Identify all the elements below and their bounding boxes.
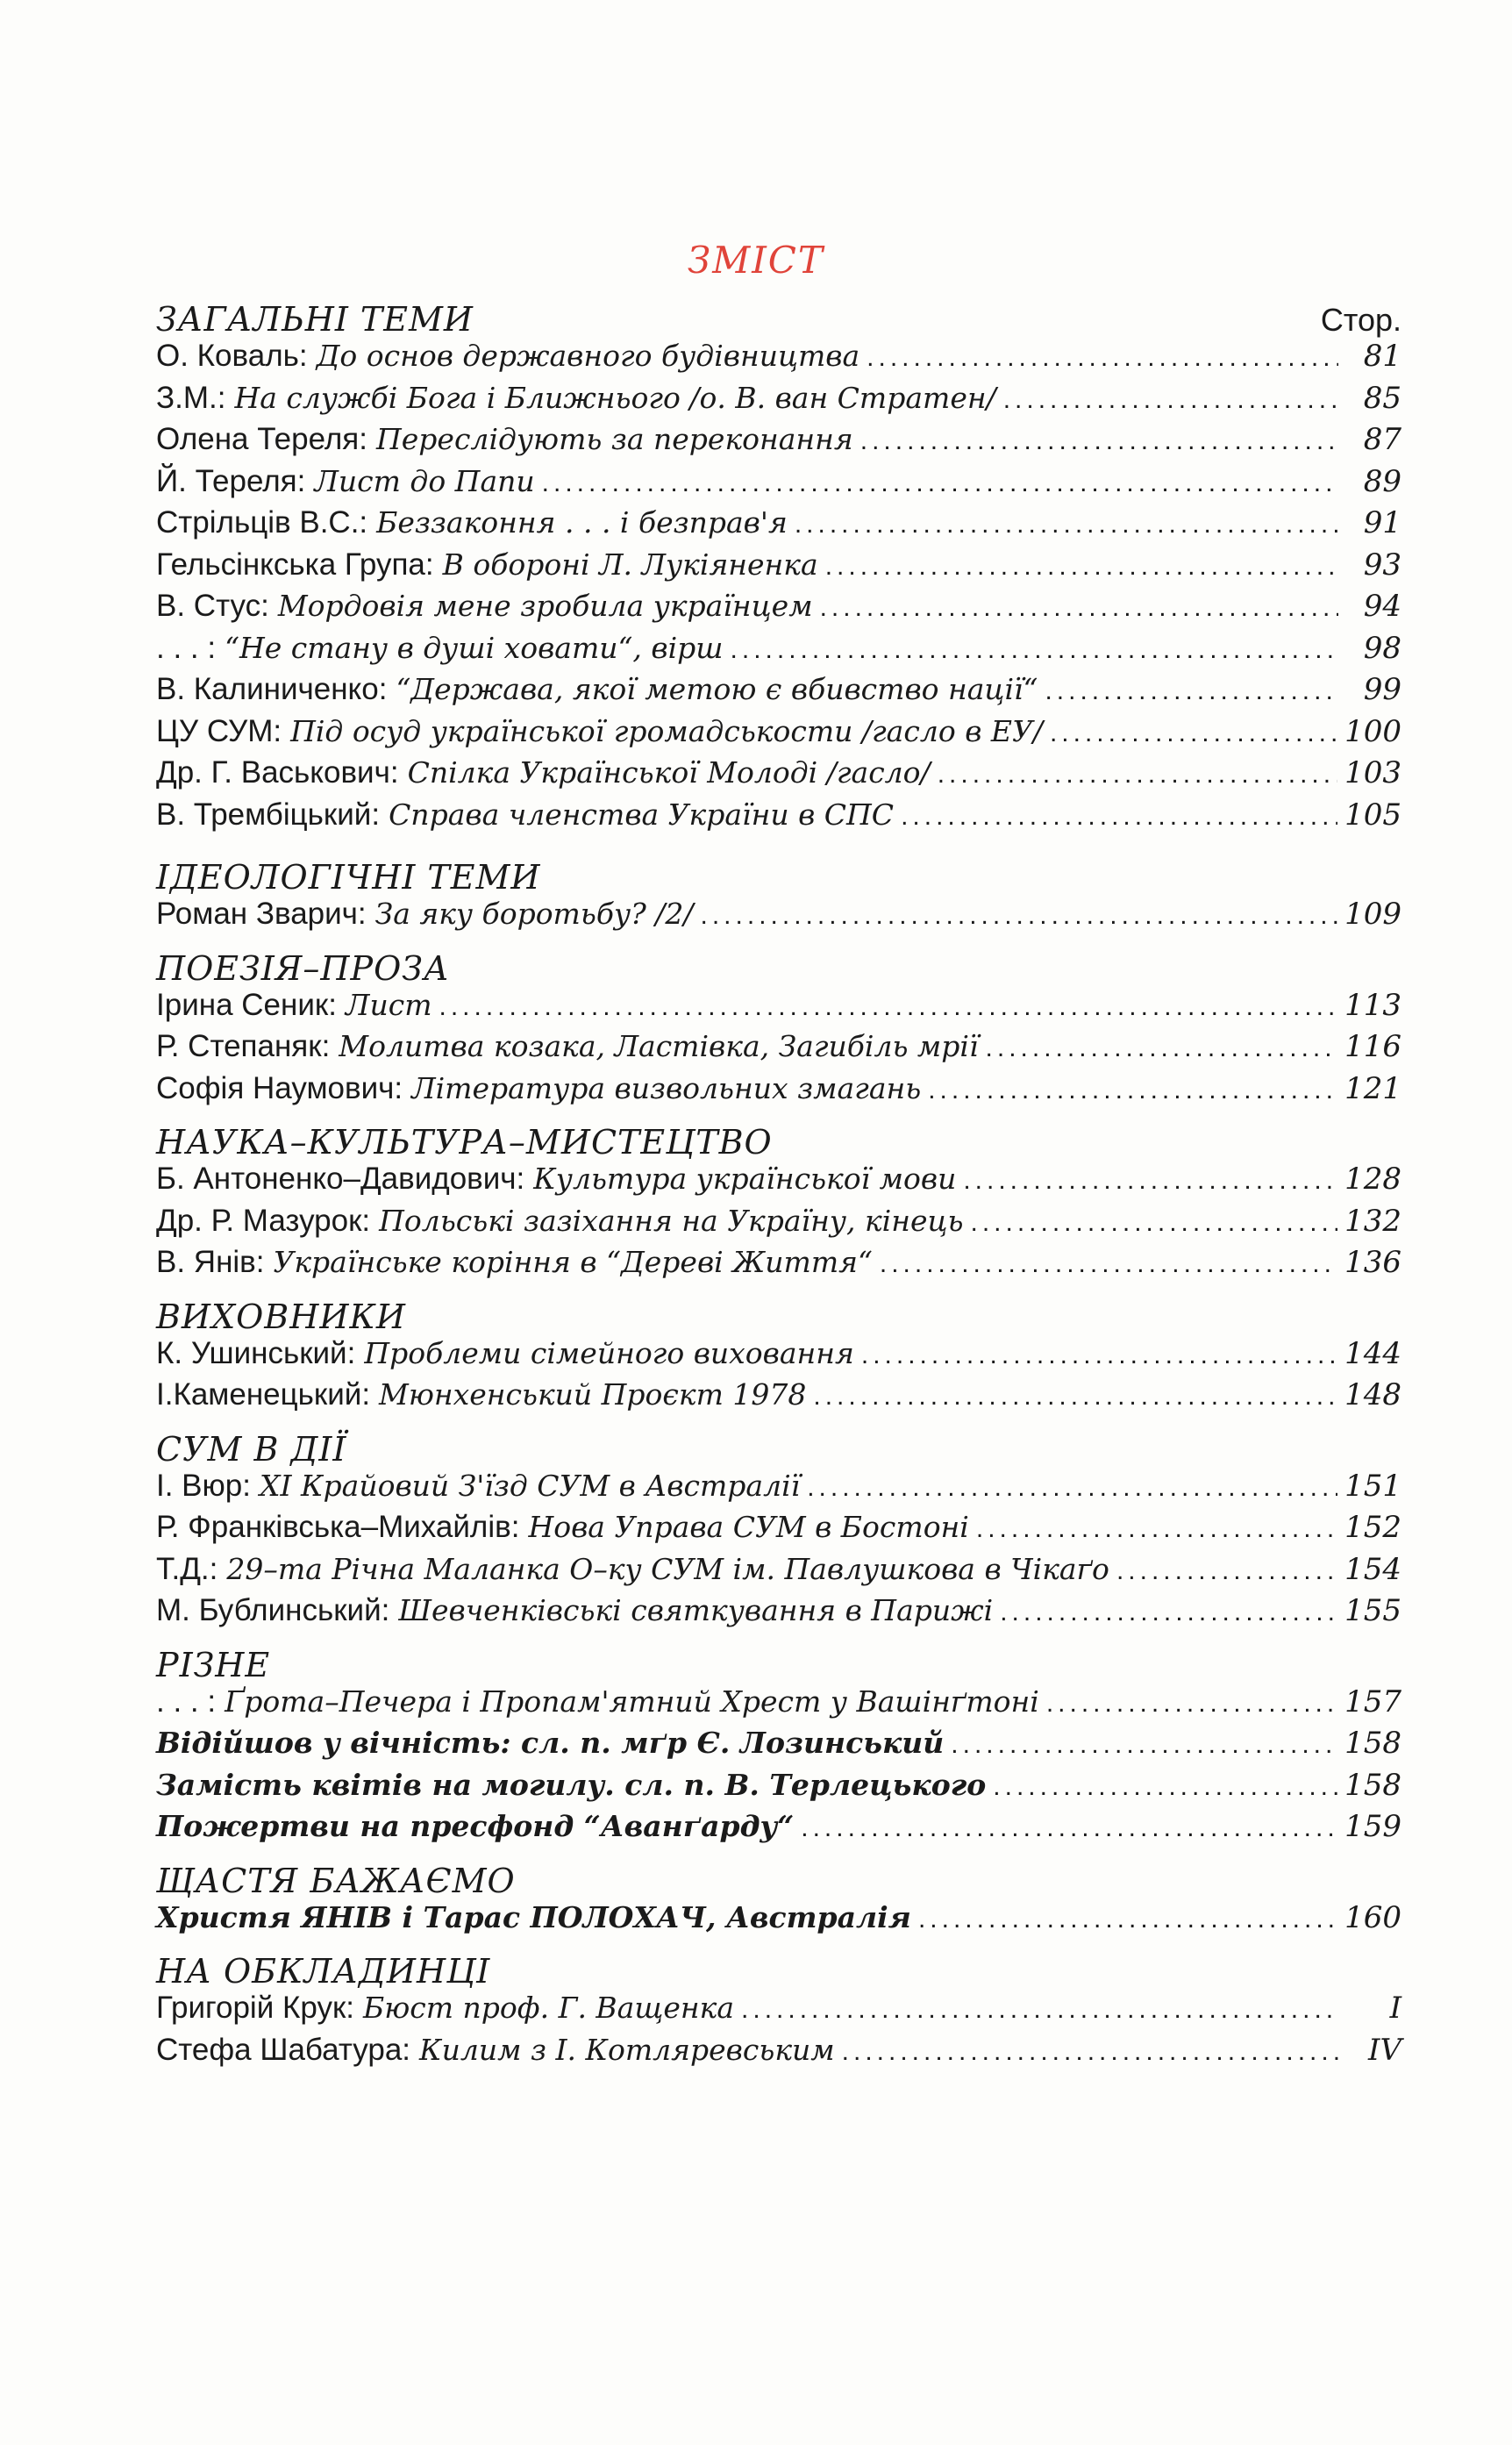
entry-page: IV bbox=[1368, 2032, 1401, 2068]
entry-title: Замість квітів на могилу. сл. п. В. Терлецького bbox=[156, 1767, 987, 1802]
entry-page: 121 bbox=[1344, 1070, 1401, 1106]
section-header bbox=[156, 1287, 1401, 1336]
entry-title: Література визвольних змагань bbox=[411, 1070, 922, 1105]
entry-title: Лист bbox=[345, 987, 432, 1022]
entry-author: М. Бублинський: bbox=[156, 1593, 390, 1627]
entry-title: До основ державного будівництва bbox=[316, 339, 860, 373]
entry-author: Р. Степаняк: bbox=[156, 1029, 331, 1063]
dot-leader bbox=[1000, 1598, 1337, 1627]
entry-title: Мордовія мене зробила українцем bbox=[277, 589, 813, 623]
entry-page: I bbox=[1389, 1991, 1401, 2026]
dot-leader bbox=[963, 1166, 1337, 1196]
entry-title: В обороні Л. Лукіяненка bbox=[442, 547, 818, 582]
entry-author: Олена Тереля: bbox=[156, 422, 367, 456]
dot-leader bbox=[928, 1076, 1337, 1105]
toc-entry bbox=[156, 714, 1401, 756]
dot-leader bbox=[795, 510, 1338, 540]
toc-entry bbox=[156, 381, 1401, 423]
entry-title: Проблеми сімейного виховання bbox=[364, 1335, 854, 1370]
toc-entry bbox=[156, 1071, 1401, 1113]
entry-author: Стефа Шабатура: bbox=[156, 2032, 411, 2067]
entry-page: 91 bbox=[1363, 505, 1401, 540]
toc-entry bbox=[156, 1726, 1401, 1768]
dot-leader bbox=[971, 1208, 1338, 1238]
section-header bbox=[156, 1941, 1401, 1991]
dot-leader bbox=[731, 635, 1338, 665]
section-heading: ВИХОВНИКИ bbox=[156, 1297, 407, 1336]
dot-leader bbox=[938, 760, 1337, 790]
toc-entry bbox=[156, 1684, 1401, 1727]
entry-page: 152 bbox=[1344, 1510, 1401, 1545]
dot-leader bbox=[901, 802, 1337, 832]
entry-author: Т.Д.: bbox=[156, 1551, 218, 1586]
entry-author: В. Калиниченко: bbox=[156, 672, 388, 706]
entry-author: Др. Р. Мазурок: bbox=[156, 1203, 371, 1238]
entry-page: 85 bbox=[1363, 380, 1401, 416]
toc-entry bbox=[156, 547, 1401, 590]
entry-page: 100 bbox=[1344, 713, 1401, 749]
dot-leader bbox=[842, 2037, 1338, 2067]
entry-author: З.М.: bbox=[156, 380, 226, 415]
toc-entry bbox=[156, 1204, 1401, 1246]
toc-entry bbox=[156, 1336, 1401, 1378]
entry-page: 144 bbox=[1344, 1335, 1401, 1371]
entry-title: Нова Управа СУМ в Бостоні bbox=[528, 1510, 969, 1544]
toc-entry bbox=[156, 505, 1401, 547]
entry-author: Др. Г. Васькович: bbox=[156, 755, 399, 790]
toc-entry bbox=[156, 1768, 1401, 1810]
entry-page: 159 bbox=[1344, 1809, 1401, 1844]
section-header bbox=[156, 1419, 1401, 1469]
dot-leader bbox=[820, 593, 1338, 623]
entry-author: І. Вюр: bbox=[156, 1468, 251, 1503]
toc-entry bbox=[156, 1245, 1401, 1287]
entry-page: 87 bbox=[1363, 422, 1401, 457]
dot-leader bbox=[701, 901, 1338, 931]
entry-page: 158 bbox=[1344, 1767, 1401, 1803]
entry-author: Стрільців В.С.: bbox=[156, 505, 368, 540]
toc-entry bbox=[156, 1809, 1401, 1851]
toc-entry bbox=[156, 1900, 1401, 1942]
entry-page: 116 bbox=[1344, 1029, 1401, 1064]
entry-title: Христя ЯНІВ і Тарас ПОЛОХАЧ, Австралія bbox=[156, 1899, 911, 1934]
entry-title: Бюст проф. Г. Ващенка bbox=[362, 1991, 735, 2025]
dot-leader bbox=[880, 1249, 1337, 1279]
entry-title: За яку боротьбу? /2/ bbox=[374, 897, 694, 931]
dot-leader bbox=[1046, 1689, 1337, 1719]
dot-leader bbox=[976, 1514, 1337, 1544]
toc-entry bbox=[156, 988, 1401, 1030]
entry-title: “Держава, якої метою є вбивство нації“ bbox=[396, 672, 1038, 706]
entry-author: Б. Антоненко–Давидович: bbox=[156, 1162, 525, 1196]
entry-author: Гельсінкська Група: bbox=[156, 547, 434, 582]
toc-entry bbox=[156, 339, 1401, 381]
entry-page: 151 bbox=[1344, 1468, 1401, 1504]
entry-page: 94 bbox=[1363, 589, 1401, 624]
entry-title: Переслідують за переконання bbox=[375, 422, 853, 456]
entry-title: Мюнхенський Проєкт 1978 bbox=[379, 1377, 807, 1412]
entry-author: І.Каменецький: bbox=[156, 1377, 371, 1412]
entry-author: Софія Наумович: bbox=[156, 1070, 403, 1105]
entry-title: Килим з І. Котляревським bbox=[419, 2032, 835, 2067]
section-heading: НА ОБКЛАДИНЦІ bbox=[156, 1952, 491, 1991]
entry-page: 154 bbox=[1344, 1551, 1401, 1587]
entry-author: Григорій Крук: bbox=[156, 1991, 354, 2025]
toc-entry bbox=[156, 672, 1401, 714]
entry-page: 148 bbox=[1344, 1377, 1401, 1412]
entry-author: В. Стус: bbox=[156, 589, 269, 623]
section-heading: ІДЕОЛОГІЧНІ ТЕМИ bbox=[156, 858, 541, 897]
entry-title: Відійшов у вічність: сл. п. мґр Є. Лозинський bbox=[156, 1726, 945, 1760]
entry-title: Під осуд української громадськости /гасло в ЕУ/ bbox=[290, 713, 1043, 748]
entry-title: Молитва козака, Ластівка, Загибіль мрії bbox=[339, 1029, 979, 1063]
dot-leader bbox=[1050, 718, 1337, 748]
entry-title: Шевченківські святкування в Парижі bbox=[398, 1593, 994, 1627]
section-header bbox=[156, 1112, 1401, 1162]
section-header bbox=[156, 1635, 1401, 1684]
dot-leader bbox=[867, 343, 1338, 373]
dot-leader bbox=[439, 992, 1338, 1022]
dot-leader bbox=[860, 426, 1338, 456]
entry-title: Ґрота–Печера і Пропам'ятний Хрест у Вашінґтоні bbox=[225, 1684, 1039, 1719]
entry-author: . . . : bbox=[156, 1684, 217, 1719]
dot-leader bbox=[861, 1340, 1337, 1370]
toc-entry bbox=[156, 1162, 1401, 1204]
section-header bbox=[156, 1851, 1401, 1900]
entry-title: Лист до Папи bbox=[314, 463, 535, 498]
entry-page: 158 bbox=[1344, 1726, 1401, 1761]
entry-author: В. Янів: bbox=[156, 1245, 265, 1279]
dot-leader bbox=[1116, 1556, 1337, 1586]
entry-author: Р. Франківська–Михайлів: bbox=[156, 1510, 520, 1544]
dot-leader bbox=[1003, 385, 1338, 415]
section-heading: СУМ В ДІЇ bbox=[156, 1429, 347, 1469]
entry-page: 109 bbox=[1344, 897, 1401, 932]
dot-leader bbox=[807, 1473, 1337, 1503]
entry-title: Спілка Української Молоді /гасло/ bbox=[407, 755, 931, 790]
entry-title: Українське коріння в “Дереві Життя“ bbox=[273, 1245, 873, 1279]
entry-title: 29–та Річна Маланка О–ку СУМ ім. Павлушкова в Чікаґо bbox=[226, 1551, 1109, 1586]
entry-author: К. Ушинський: bbox=[156, 1335, 356, 1370]
dot-leader bbox=[741, 1995, 1338, 2025]
entry-author: В. Трембіцький: bbox=[156, 797, 381, 832]
entry-title: “Не стану в душі ховати“, вірш bbox=[225, 630, 724, 665]
dot-leader bbox=[918, 1905, 1337, 1934]
entry-author: Роман Зварич: bbox=[156, 897, 367, 931]
entry-page: 105 bbox=[1344, 797, 1401, 833]
toc-entry bbox=[156, 755, 1401, 797]
entry-title: Справа членства України в СПС bbox=[389, 797, 895, 832]
dot-leader bbox=[1045, 676, 1338, 706]
page-title: ЗМІСТ bbox=[688, 239, 824, 282]
dot-leader bbox=[801, 1813, 1337, 1843]
entry-author: ЦУ СУМ: bbox=[156, 713, 282, 748]
entry-page: 128 bbox=[1344, 1162, 1401, 1197]
toc-entry bbox=[156, 1593, 1401, 1635]
entry-page: 93 bbox=[1363, 547, 1401, 583]
entry-author: Й. Тереля: bbox=[156, 463, 306, 498]
entry-title: Культура української мови bbox=[533, 1162, 957, 1196]
section-heading: ЗАГАЛЬНІ ТЕМИ bbox=[156, 300, 474, 339]
entry-page: 157 bbox=[1344, 1684, 1401, 1719]
section-heading: РІЗНЕ bbox=[156, 1645, 271, 1684]
toc-entry bbox=[156, 422, 1401, 464]
toc-entry bbox=[156, 1552, 1401, 1594]
section-heading: НАУКА–КУЛЬТУРА–МИСТЕЦТВО bbox=[156, 1123, 773, 1162]
section-header bbox=[156, 290, 1401, 339]
entry-page: 81 bbox=[1363, 339, 1401, 374]
entry-page: 136 bbox=[1344, 1245, 1401, 1280]
entry-page: 89 bbox=[1363, 463, 1401, 499]
toc-entry bbox=[156, 797, 1401, 840]
entry-page: 98 bbox=[1363, 630, 1401, 666]
dot-leader bbox=[986, 1033, 1338, 1063]
toc-entry bbox=[156, 464, 1401, 506]
entry-author: О. Коваль: bbox=[156, 339, 308, 373]
entry-page: 132 bbox=[1344, 1203, 1401, 1239]
dot-leader bbox=[542, 468, 1338, 498]
dot-leader bbox=[813, 1382, 1337, 1412]
dot-leader bbox=[951, 1730, 1337, 1760]
entry-title: Пожертви на пресфонд “Аванґарду“ bbox=[156, 1809, 795, 1843]
entry-title: Польські зазіхання на Україну, кінець bbox=[379, 1203, 964, 1238]
entry-page: 113 bbox=[1344, 987, 1401, 1023]
entry-title: На службі Бога і Ближнього /о. В. ван Стратен/ bbox=[234, 380, 996, 415]
section-header bbox=[156, 939, 1401, 988]
entry-author: Ірина Сеник: bbox=[156, 987, 337, 1022]
toc-entry bbox=[156, 897, 1401, 939]
entry-page: 99 bbox=[1363, 672, 1401, 707]
toc-entry bbox=[156, 1029, 1401, 1071]
section-heading: ПОЕЗІЯ–ПРОЗА bbox=[156, 948, 450, 988]
entry-title: Беззаконня . . . і безправ'я bbox=[376, 505, 788, 540]
entry-page: 160 bbox=[1344, 1899, 1401, 1935]
toc-entry bbox=[156, 1991, 1401, 2033]
toc-entry bbox=[156, 2033, 1401, 2075]
section-header bbox=[156, 847, 1401, 897]
entry-page: 155 bbox=[1344, 1593, 1401, 1628]
toc-entry bbox=[156, 1510, 1401, 1552]
entry-page: 103 bbox=[1344, 755, 1401, 790]
entry-author: . . . : bbox=[156, 630, 217, 665]
toc-entry bbox=[156, 631, 1401, 673]
toc-entry bbox=[156, 1377, 1401, 1419]
table-of-contents bbox=[156, 290, 1401, 2074]
toc-entry bbox=[156, 589, 1401, 631]
toc-entry bbox=[156, 1469, 1401, 1511]
page-column-header: Стор. bbox=[1320, 302, 1401, 338]
dot-leader bbox=[825, 552, 1338, 582]
section-heading: ЩАСТЯ БАЖАЄМО bbox=[156, 1861, 516, 1900]
dot-leader bbox=[993, 1772, 1337, 1802]
entry-title: XI Крайовий З'їзд СУМ в Австралії bbox=[259, 1468, 801, 1503]
